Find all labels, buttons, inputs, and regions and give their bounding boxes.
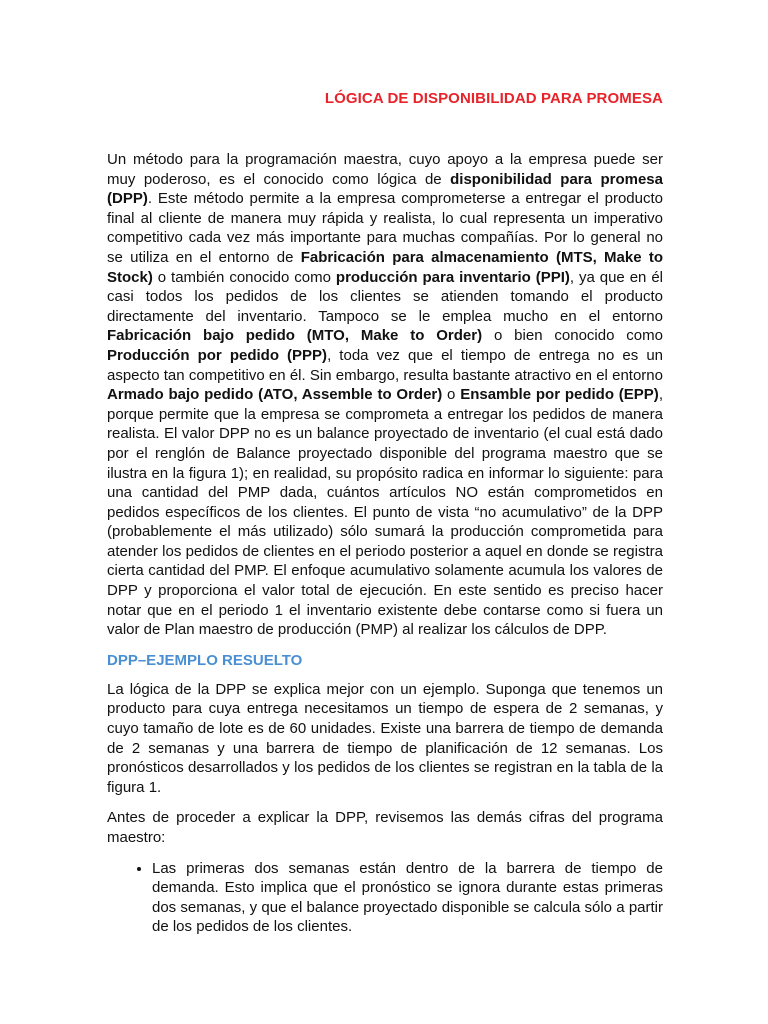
- text-segment: o bien conocido como: [482, 327, 663, 345]
- bold-term: Fabricación bajo pedido (MTO, Make to Order): [107, 327, 483, 345]
- intro-paragraph: [107, 150, 663, 640]
- text-segment: , porque permite que la empresa se comprometa a entregar los pedidos de manera realista. El valor DPP no es un balance proyectado de inventario (el cual está dado por el renglón de Balance proyectado disponible del programa maestro que se ilustra en la figura 1); en realidad, su propósito radica en informar lo siguiente: para una cantidad del PMP dada, cuántos artículos NO están comprometidos en pedidos específicos de los clientes. El punto de vista “no acumulativo” de la DPP (probablemente el más utilizado) sólo sumará la producción comprometida para atender los pedidos de clientes en el periodo posterior a aquel en donde se registra cierta cantidad del PMP. El enfoque acumulativo solamente acumula los valores de DPP y proporciona el valor total de ejecución. En este sentido es preciso hacer notar que en el periodo 1 el inventario existente debe contarse como si fuera un valor de Plan maestro de producción (PMP) al realizar los cálculos de DPP.: [107, 386, 663, 639]
- example-paragraph: La lógica de la DPP se explica mejor con un ejemplo. Suponga que tenemos un producto para cuya entrega necesitamos un tiempo de espera de 2 semanas, y cuyo tamaño de lote es de 60 unidades. Existe una barrera de tiempo de demanda de 2 semanas y una barrera de tiempo de planificación de 12 semanas. Los pronósticos desarrollados y los pedidos de los clientes se registran en la tabla de la figura 1.: [107, 680, 663, 796]
- bold-term: producción para inventario (PPI): [335, 268, 570, 286]
- review-paragraph: Antes de proceder a explicar la DPP, revisemos las demás cifras del programa maestro:: [107, 809, 663, 846]
- bold-term: Fabricación para almacenamiento (MTS, Make to Stock): [107, 248, 664, 286]
- text-segment: , toda vez que el tiempo de entrega no es un aspecto tan competitivo en él. Sin embargo, resulta bastante atractivo en el entorno: [107, 346, 663, 384]
- section-heading: DPP–EJEMPLO RESUELTO: [107, 651, 303, 669]
- document-body: [107, 150, 663, 937]
- bullet-item: • Las primeras dos semanas están dentro de la barrera de tiempo de demanda. Esto implica que el pronóstico se ignora durante estas primeras dos semanas, y que el balance proyectado disponible se calcula sólo a partir de los pedidos de los clientes.: [152, 859, 663, 937]
- bold-term: disponibilidad para promesa (DPP): [107, 170, 663, 208]
- text-segment: Un método para la programación maestra, cuyo apoyo a la empresa puede ser muy poderoso, es el conocido como lógica de: [107, 151, 663, 188]
- bold-term: Armado bajo pedido (ATO, Assemble to Order): [107, 386, 443, 404]
- bold-term: Producción por pedido (PPP): [107, 346, 328, 364]
- text-segment: o también conocido como: [152, 268, 336, 286]
- text-segment: , ya que en él casi todos los pedidos de los clientes se atienden tomando el producto directamente del inventario. Tampoco se le emplea mucho en el entorno: [107, 268, 663, 325]
- document-title: LÓGICA DE DISPONIBILIDAD PARA PROMESA: [324, 90, 663, 107]
- text-segment: o: [442, 386, 461, 404]
- bullet-list: [107, 859, 663, 937]
- bold-term: Ensamble por pedido (EPP): [460, 386, 659, 404]
- text-segment: . Este método permite a la empresa comprometerse a entregar el producto final al cliente de manera muy rápida y realista, lo cual representa un imperativo competitivo cada vez más importante para muchas compañías. Por lo general no se utiliza en el entorno de: [107, 190, 663, 266]
